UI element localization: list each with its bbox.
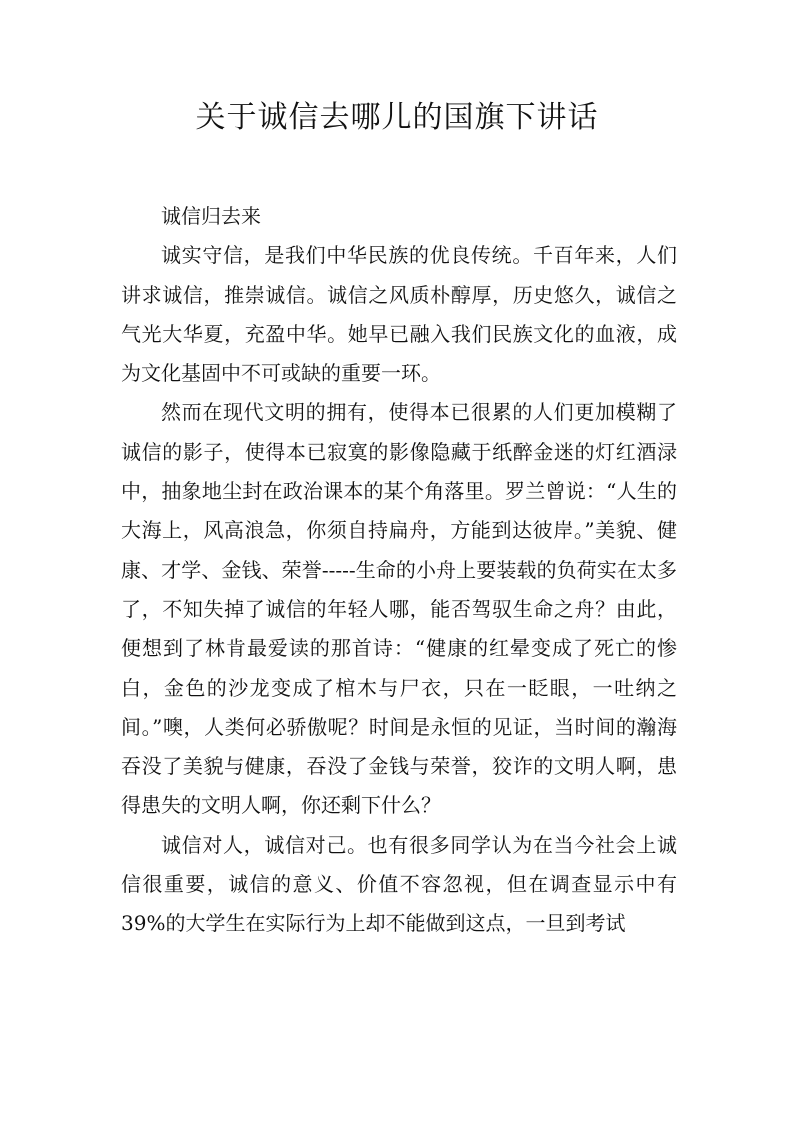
document-body [121,197,677,944]
paragraph-subtitle: 诚信归去来 [161,204,261,228]
paragraph: 诚信对人，诚信对己。也有很多同学认为在当今社会上诚信很重要，诚信的意义、价值不容忽视，但在调查显示中有39%的大学生在实际行为上却不能做到这点，一旦到考试 [121,832,677,936]
paragraph: 然而在现代文明的拥有，使得本已很累的人们更加模糊了诚信的影子，使得本已寂寞的影像隐藏于纸醉金迷的灯红酒渌中，抽象地尘封在政治课本的某个角落里。罗兰曾说：“人生的大海上，风高浪急，你须自持扁舟，方能到达彼岸。”美貌、健康、才学、金钱、荣誉-----生命的小舟上要装载的负荷实在太多了，不知失掉了诚信的年轻人哪，能否驾驭生命之舟？由此，便想到了林肯最爱读的那首诗：“健康的红晕变成了死亡的惨白，金色的沙龙变成了棺木与尸衣，只在一眨眼，一吐纳之间。”噢，人类何必骄傲呢？时间是永恒的见证，当时间的瀚海吞没了美貌与健康，吞没了金钱与荣誉，狡诈的文明人啊，患得患失的文明人啊，你还剩下什么？ [121,400,677,818]
document-title: 关于诚信去哪儿的国旗下讲话 [195,100,599,135]
paragraph: 诚实守信，是我们中华民族的优良传统。千百年来，人们讲求诚信，推崇诚信。诚信之风质朴醇厚，历史悠久，诚信之气光大华夏，充盈中华。她早已融入我们民族文化的血液，成为文化基固中不可或缺的重要一环。 [121,243,677,386]
